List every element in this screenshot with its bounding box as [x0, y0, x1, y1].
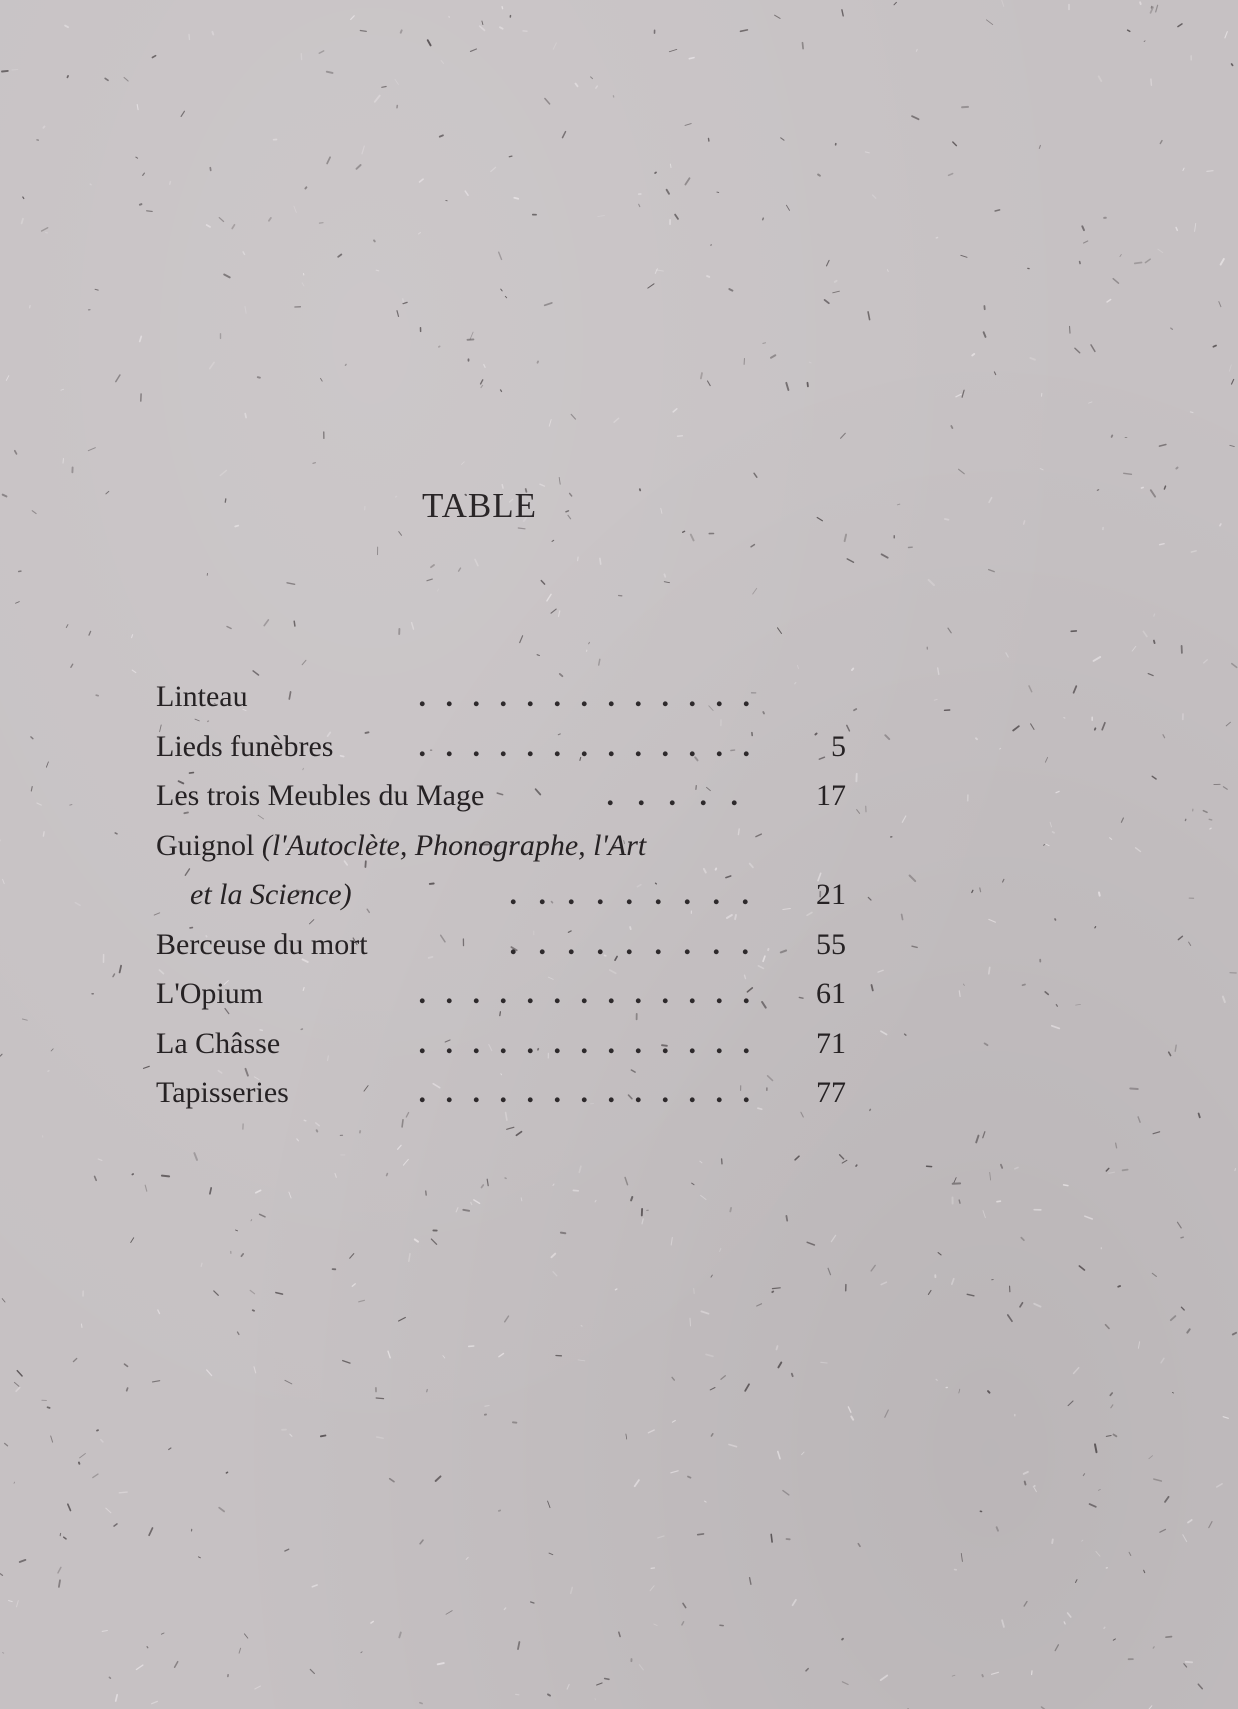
toc-entry-page: 21	[816, 878, 846, 911]
toc-entry-page: 5	[831, 729, 846, 763]
toc-entry-tapisseries	[156, 1068, 846, 1118]
page-heading: TABLE	[422, 486, 537, 525]
toc-entry-guignol-continued	[156, 870, 846, 920]
toc-entry-title: Tapisseries	[156, 1076, 289, 1109]
toc-entry-title: La Châsse	[156, 1026, 281, 1060]
toc-entry-linteau	[156, 672, 846, 722]
toc-dot-leader: . . . . . . . . . . . . .	[418, 680, 756, 713]
toc-entry-page: 71	[816, 1026, 846, 1060]
toc-entry-trois-meubles	[156, 771, 846, 821]
toc-entry-title	[190, 870, 352, 920]
toc-entry-berceuse	[156, 920, 846, 970]
toc-entry-title: Guignol (l'Autoclète, Phonographe, l'Art	[156, 828, 647, 862]
toc-entry-guignol	[156, 821, 846, 871]
toc-entry-title: Les trois Meubles du Mage	[156, 779, 485, 812]
toc-entry-page: 61	[816, 977, 846, 1010]
toc-entry-page: 77	[816, 1076, 846, 1109]
toc-dot-leader: . . . . .	[606, 779, 746, 812]
toc-entry-title: Berceuse du mort	[156, 927, 368, 961]
toc-entry-page: 17	[816, 779, 846, 812]
toc-entry-title: Lieds funèbres	[156, 729, 334, 763]
table-of-contents	[156, 672, 846, 1118]
toc-entry-subtitle: et la Science)	[190, 878, 352, 911]
toc-entry-lieds-funebres	[156, 722, 846, 772]
toc-dot-leader: . . . . . . . . . . . . .	[418, 1076, 756, 1109]
toc-entry-title: Linteau	[156, 680, 248, 713]
toc-dot-leader: . . . . . . . . . . . . .	[418, 977, 756, 1010]
toc-entry-opium	[156, 969, 846, 1019]
toc-dot-leader: . . . . . . . . . . . . .	[418, 1026, 756, 1060]
toc-dot-leader: . . . . . . . . . . . . .	[418, 729, 756, 763]
toc-entry-page: 55	[816, 927, 846, 961]
toc-entry-chasse	[156, 1019, 846, 1069]
toc-entry-title: L'Opium	[156, 977, 264, 1010]
toc-entry-subtitle: (l'Autoclète, Phonographe, l'Art	[261, 828, 647, 862]
toc-dot-leader: . . . . . . . . .	[509, 878, 756, 911]
toc-dot-leader: . . . . . . . . .	[509, 927, 756, 961]
